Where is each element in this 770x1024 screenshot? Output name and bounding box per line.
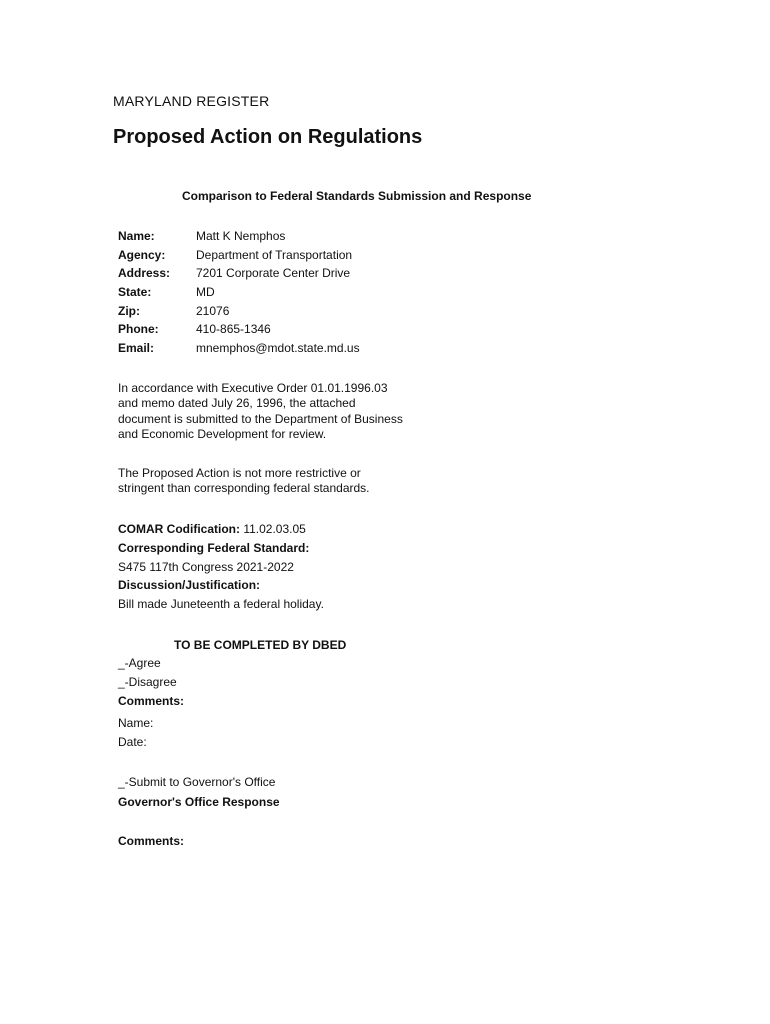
email-value: mnemphos@mdot.state.md.us xyxy=(196,341,360,355)
governor-response-label: Governor's Office Response xyxy=(118,795,280,809)
agree-option[interactable]: _-Agree xyxy=(118,656,161,670)
name-value: Matt K Nemphos xyxy=(196,229,286,243)
comar-line xyxy=(118,522,306,536)
final-comments-label: Comments: xyxy=(118,834,185,848)
agency-value: Department of Transportation xyxy=(196,248,353,262)
comar-value: 11.02.03.05 xyxy=(240,522,306,536)
restrictive-paragraph: The Proposed Action is not more restrictive or stringent than corresponding federal standards. xyxy=(118,466,370,496)
disagree-option[interactable]: _-Disagree xyxy=(118,675,177,689)
email-label: Email: xyxy=(118,341,155,355)
discussion-value: Bill made Juneteenth a federal holiday. xyxy=(118,597,324,611)
submit-governor-option[interactable]: _-Submit to Governor's Office xyxy=(118,775,276,789)
state-value: MD xyxy=(196,285,215,299)
zip-label: Zip: xyxy=(118,304,140,318)
page-title: Proposed Action on Regulations xyxy=(113,126,423,148)
register-heading: MARYLAND REGISTER xyxy=(113,93,270,109)
dbed-heading: TO BE COMPLETED BY DBED xyxy=(174,638,347,652)
zip-value: 21076 xyxy=(196,304,230,318)
address-label: Address: xyxy=(118,266,171,280)
name-label: Name: xyxy=(118,229,155,243)
comar-label: COMAR Codification: xyxy=(118,522,240,536)
federal-standard-value: S475 117th Congress 2021-2022 xyxy=(118,560,294,574)
dbed-comments-label: Comments: xyxy=(118,694,185,708)
phone-value: 410-865-1346 xyxy=(196,322,271,336)
form-subtitle: Comparison to Federal Standards Submission and Response xyxy=(182,189,532,203)
phone-label: Phone: xyxy=(118,322,159,336)
dbed-name-label: Name: xyxy=(118,716,154,730)
state-label: State: xyxy=(118,285,152,299)
agency-label: Agency: xyxy=(118,248,166,262)
dbed-date-label: Date: xyxy=(118,735,147,749)
discussion-label: Discussion/Justification: xyxy=(118,578,261,592)
executive-order-paragraph: In accordance with Executive Order 01.01.1996.03 and memo dated July 26, 1996, the attached document is submitted to the Department of Business and Economic Development for review. xyxy=(118,381,403,441)
address-value: 7201 Corporate Center Drive xyxy=(196,266,351,280)
federal-standard-label: Corresponding Federal Standard: xyxy=(118,541,310,555)
